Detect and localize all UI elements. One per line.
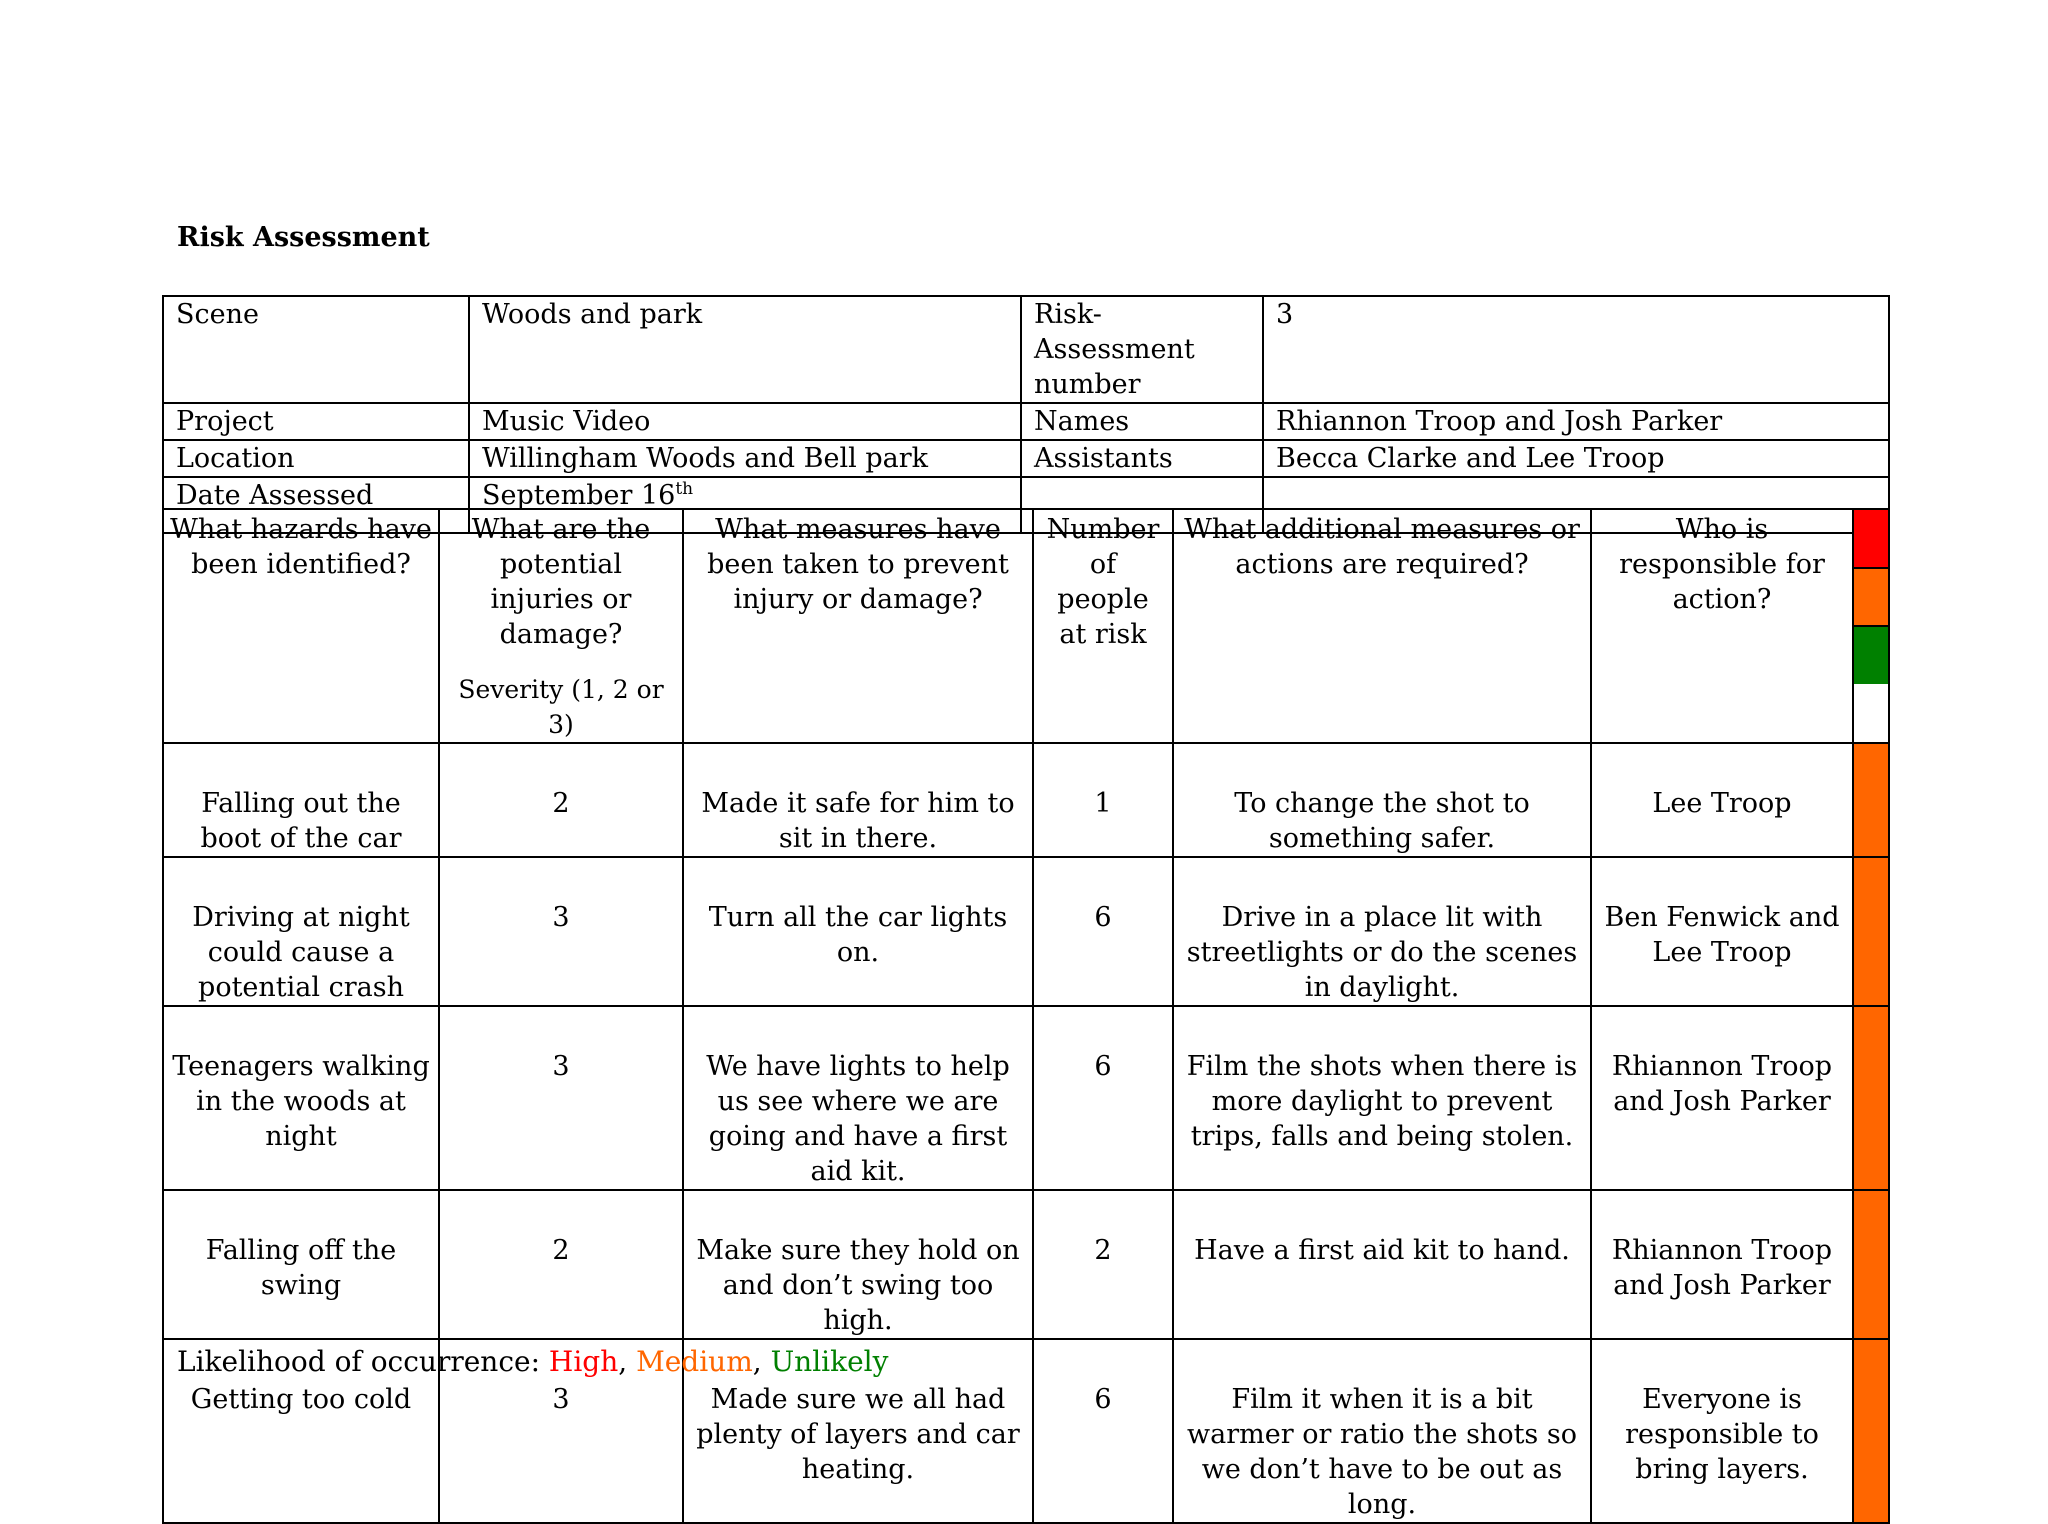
hazard-cell: Falling out the boot of the car [163,743,439,857]
legend-swatch-medium [1854,569,1888,628]
additional-cell: Film the shots when there is more daylight to prevent trips, falls and being stolen. [1173,1006,1591,1190]
responsible-cell: Rhiannon Troop and Josh Parker [1591,1190,1853,1339]
info-row-scene [163,296,1889,403]
risk-legend-cell [1853,509,1889,743]
responsible-cell: Ben Fenwick and Lee Troop [1591,857,1853,1006]
header-injuries-text: What are the potential injuries or damage? [471,514,651,650]
names-value: Rhiannon Troop and Josh Parker [1263,403,1889,440]
measures-cell: Made it safe for him to sit in there. [683,743,1033,857]
header-people: Number of people at risk [1033,509,1173,743]
additional-cell: Film it when it is a bit warmer or ratio the shots so we don’t have to be out as long. [1173,1339,1591,1523]
scene-label: Scene [163,296,469,403]
risk-legend [1854,510,1888,684]
people-cell: 6 [1033,1006,1173,1190]
names-label: Names [1021,403,1263,440]
severity-cell: 2 [439,743,683,857]
project-label: Project [163,403,469,440]
separator: , [618,1345,637,1378]
info-row-location [163,440,1889,477]
responsible-cell: Lee Troop [1591,743,1853,857]
people-cell: 2 [1033,1190,1173,1339]
document-title: Risk Assessment [177,222,430,253]
info-table [162,295,1890,534]
table-row [163,1006,1889,1190]
measures-cell: Make sure they hold on and don’t swing too high. [683,1190,1033,1339]
scene-value: Woods and park [469,296,1021,403]
responsible-cell: Everyone is responsible to bring layers. [1591,1339,1853,1523]
info-row-project [163,403,1889,440]
hazard-cell: Falling off the swing [163,1190,439,1339]
risk-level-cell [1853,743,1889,857]
severity-cell: 3 [439,1339,683,1523]
hazard-rows [163,743,1889,1523]
date-text: September 16 [482,480,676,511]
additional-cell: Drive in a place lit with streetlights or do the scenes in daylight. [1173,857,1591,1006]
location-label: Location [163,440,469,477]
risk-level-cell [1853,857,1889,1006]
additional-cell: Have a first aid kit to hand. [1173,1190,1591,1339]
assistants-label: Assistants [1021,440,1263,477]
table-row [163,743,1889,857]
footer-label: Likelihood of occurrence: [177,1345,549,1378]
project-value: Music Video [469,403,1021,440]
measures-cell: Turn all the car lights on. [683,857,1033,1006]
likelihood-footer [177,1345,888,1378]
likelihood-unlikely: Unlikely [770,1345,889,1378]
risk-level-cell [1853,1339,1889,1523]
header-measures: What measures have been taken to prevent injury or damage? [683,509,1033,743]
location-value: Willingham Woods and Bell park [469,440,1021,477]
people-cell: 6 [1033,1339,1173,1523]
legend-swatch-high [1854,510,1888,569]
legend-swatch-unlikely [1854,627,1888,684]
header-row [163,509,1889,743]
table-row [163,857,1889,1006]
people-cell: 6 [1033,857,1173,1006]
severity-cell: 2 [439,1190,683,1339]
additional-cell: To change the shot to something safer. [1173,743,1591,857]
assistants-value: Becca Clarke and Lee Troop [1263,440,1889,477]
severity-cell: 3 [439,857,683,1006]
likelihood-high: High [548,1345,619,1378]
ra-number-value: 3 [1263,296,1889,403]
separator: , [752,1345,771,1378]
hazard-cell: Teenagers walking in the woods at night [163,1006,439,1190]
people-cell: 1 [1033,743,1173,857]
risk-level-cell [1853,1006,1889,1190]
header-hazards: What hazards have been identified? [163,509,439,743]
hazard-cell: Getting too cold [163,1339,439,1523]
hazard-cell: Driving at night could cause a potential crash [163,857,439,1006]
measures-cell: We have lights to help us see where we are going and have a first aid kit. [683,1006,1033,1190]
likelihood-medium: Medium [636,1345,753,1378]
date-suffix: th [675,479,694,499]
measures-cell: Made sure we all had plenty of layers and car heating. [683,1339,1033,1523]
date-label: Date Assessed [163,477,469,533]
responsible-cell: Rhiannon Troop and Josh Parker [1591,1006,1853,1190]
header-injuries [439,509,683,743]
header-additional: What additional measures or actions are required? [1173,509,1591,743]
ra-number-label: Risk-Assessment number [1021,296,1263,403]
table-row [163,1190,1889,1339]
header-responsible: Who is responsible for action? [1591,509,1853,743]
risk-level-cell [1853,1190,1889,1339]
severity-note: Severity (1, 2 or 3) [458,675,664,739]
severity-cell: 3 [439,1006,683,1190]
